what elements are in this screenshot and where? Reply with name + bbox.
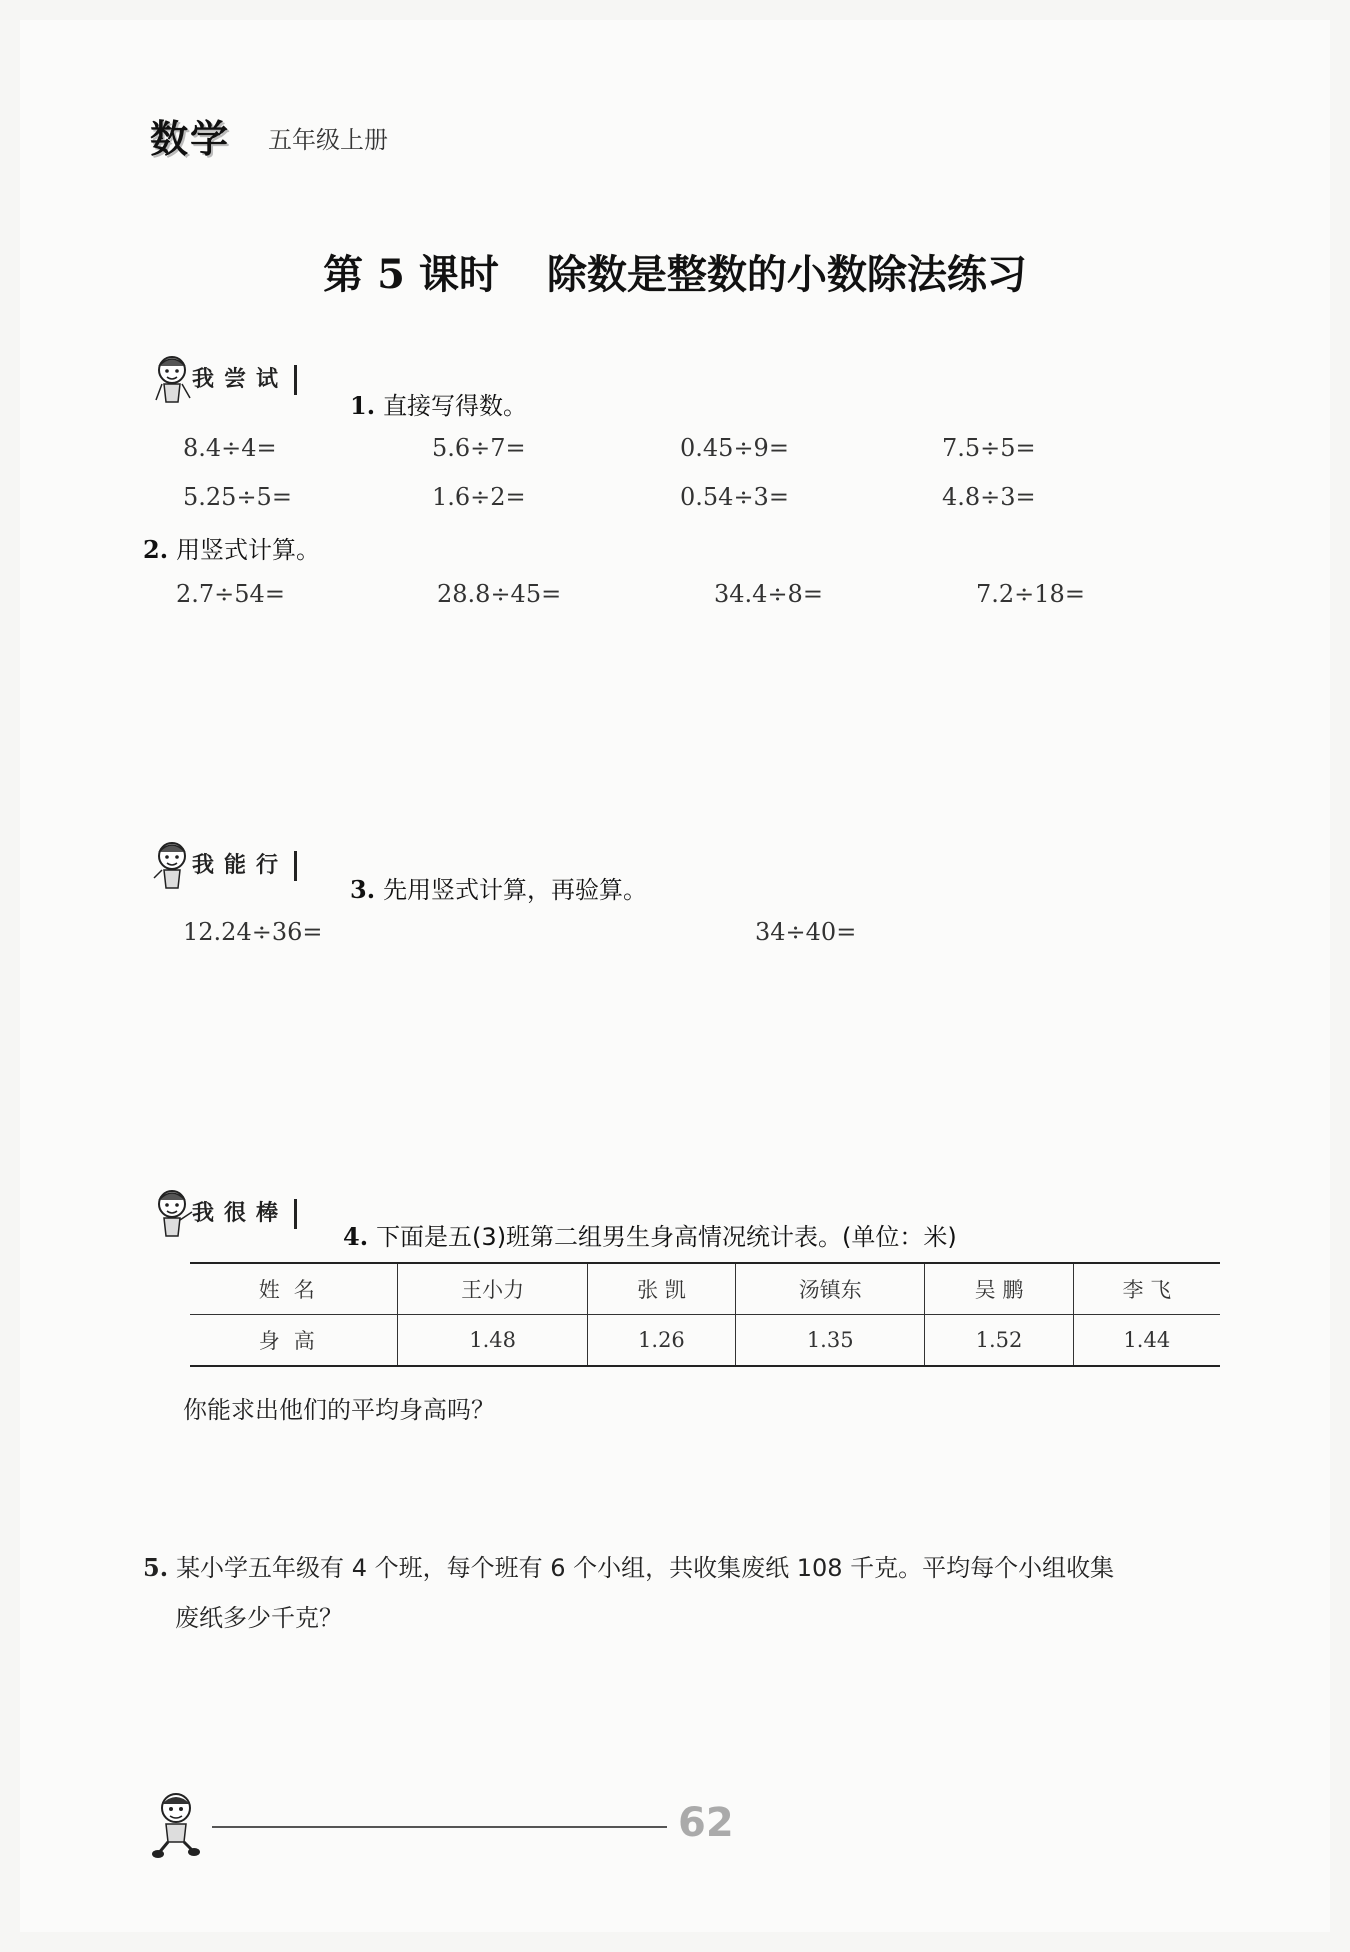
table-cell-height: 1.44 [1073, 1315, 1220, 1367]
question-2-number: 2. [143, 535, 169, 564]
mascot-girl-icon [146, 838, 198, 894]
question-5-number: 5. [143, 1553, 169, 1582]
table-cell-height: 1.52 [925, 1315, 1073, 1367]
table-label-height: 身高 [190, 1315, 398, 1367]
expr-4-1: 12.24÷36= [183, 918, 323, 946]
lesson-topic: 除数是整数的小数除法练习 [546, 251, 1027, 298]
table-cell-name: 吴 鹏 [925, 1263, 1073, 1315]
expr-2-4: 4.8÷3= [942, 483, 1036, 511]
table-cell-name: 汤镇东 [736, 1263, 925, 1315]
lesson-number: 第 5 课时 [323, 251, 499, 298]
question-4-text: 下面是五(3)班第二组男生身高情况统计表。(单位：米) [376, 1223, 957, 1251]
expr-4-2: 34÷40= [755, 918, 857, 946]
question-5-line-2: 废纸多少千克？ [175, 1604, 343, 1632]
expr-1-4: 7.5÷5= [942, 434, 1036, 462]
table-label-name: 姓名 [190, 1263, 398, 1315]
header-subject: 数学 [150, 117, 231, 161]
badge-can-do [146, 838, 297, 894]
mascot-running-icon [146, 1790, 208, 1860]
expr-2-1: 5.25÷5= [183, 483, 292, 511]
mascot-girl-icon [146, 1186, 198, 1242]
table-cell-name: 张 凯 [587, 1263, 735, 1315]
badge-try [146, 352, 297, 408]
table-cell-height: 1.26 [587, 1315, 735, 1367]
question-2-text: 用竖式计算。 [176, 536, 321, 564]
question-1-text: 直接写得数。 [383, 392, 528, 420]
table-row-names [190, 1263, 1220, 1315]
table-cell-height: 1.35 [736, 1315, 925, 1367]
table-row-heights [190, 1315, 1220, 1367]
expr-1-2: 5.6÷7= [432, 434, 526, 462]
expr-1-3: 0.45÷9= [680, 434, 789, 462]
page-title [0, 243, 1350, 300]
question-5-line-1 [143, 1548, 1114, 1583]
table-cell-name: 李 飞 [1073, 1263, 1220, 1315]
question-1-number: 1. [350, 391, 376, 420]
footer-rule [212, 1826, 667, 1828]
worksheet-page [20, 20, 1330, 1932]
question-3 [350, 870, 647, 905]
question-3-number: 3. [350, 875, 376, 904]
question-4 [343, 1217, 957, 1252]
badge-great [146, 1186, 297, 1242]
table-cell-height: 1.48 [398, 1315, 587, 1367]
badge-can-do-label: 我能行 [192, 851, 297, 881]
page-number: 62 [678, 1800, 734, 1846]
expr-2-3: 0.54÷3= [680, 483, 789, 511]
expr-3-3: 34.4÷8= [714, 580, 823, 608]
question-1 [350, 386, 527, 421]
expr-3-4: 7.2÷18= [976, 580, 1085, 608]
question-2 [143, 530, 320, 565]
question-4-followup: 你能求出他们的平均身高吗？ [183, 1396, 495, 1424]
question-3-text: 先用竖式计算，再验算。 [383, 876, 648, 904]
question-4-number: 4. [343, 1222, 369, 1251]
mascot-girl-icon [146, 352, 198, 408]
expr-3-2: 28.8÷45= [437, 580, 562, 608]
height-table [190, 1262, 1220, 1367]
badge-try-label: 我尝试 [192, 365, 297, 395]
expr-1-1: 8.4÷4= [183, 434, 277, 462]
table-cell-name: 王小力 [398, 1263, 587, 1315]
expr-2-2: 1.6÷2= [432, 483, 526, 511]
header-grade: 五年级上册 [268, 126, 388, 154]
expr-3-1: 2.7÷54= [176, 580, 285, 608]
question-5-text-1: 某小学五年级有 4 个班，每个班有 6 个小组，共收集废纸 108 千克。平均每个小组收集 [176, 1554, 1115, 1582]
badge-great-label: 我很棒 [192, 1199, 297, 1229]
